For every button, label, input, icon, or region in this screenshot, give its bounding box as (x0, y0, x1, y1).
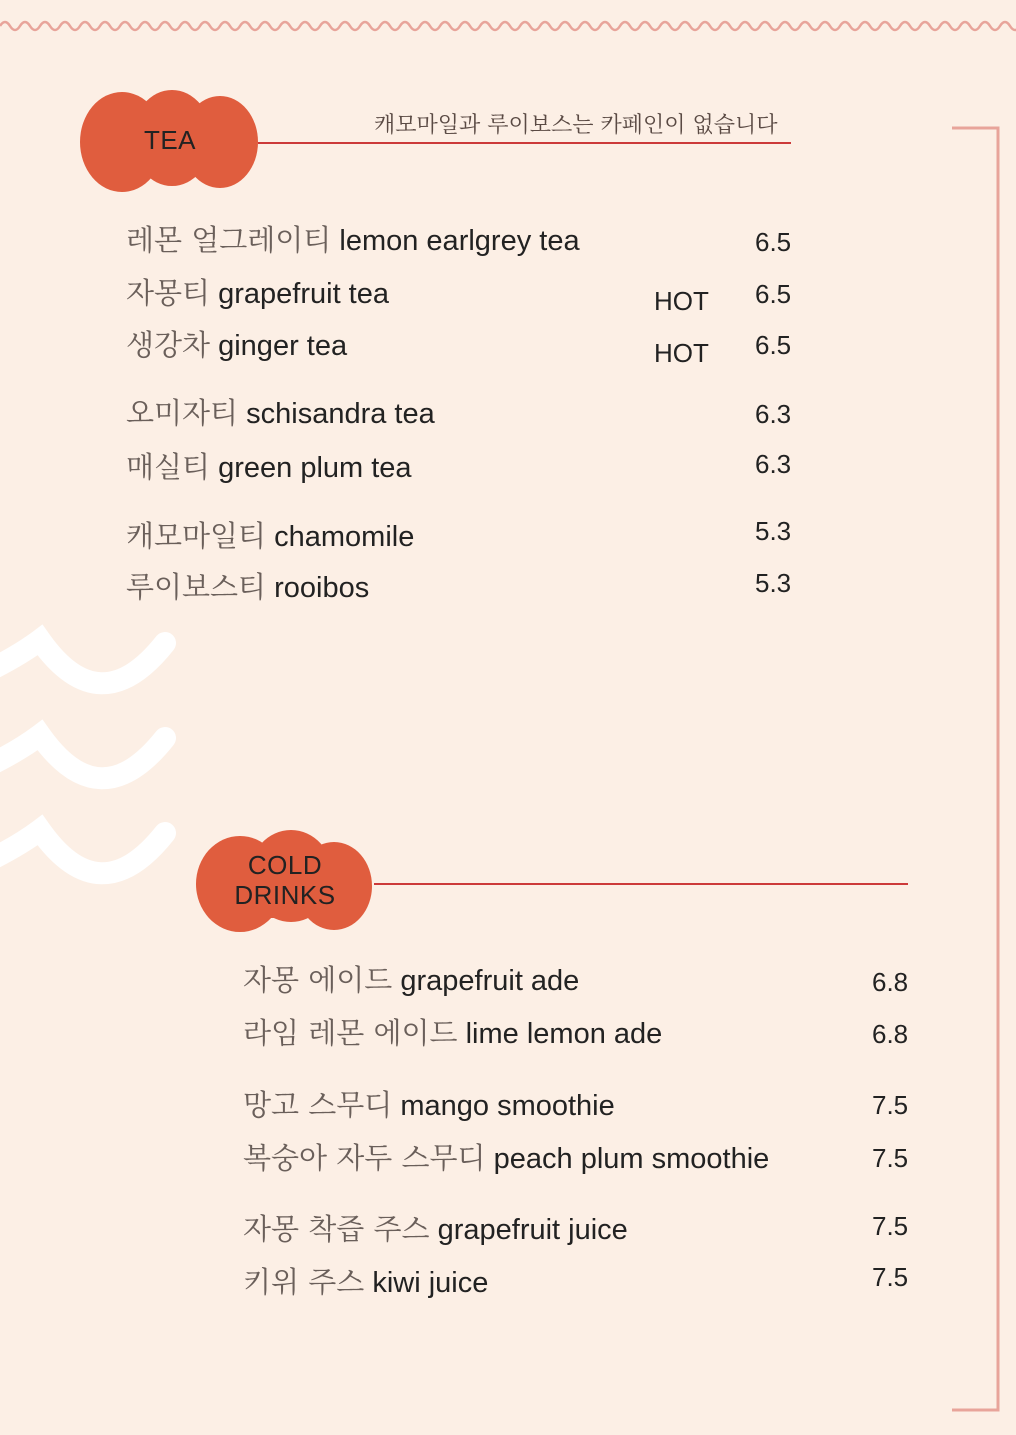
menu-item-english-name: schisandra tea (246, 398, 435, 430)
menu-item (126, 518, 414, 555)
menu-item (243, 1211, 628, 1248)
menu-item (126, 395, 435, 432)
menu-item-price: 6.3 (755, 449, 792, 479)
menu-item (243, 1264, 488, 1301)
menu-item-english-name: grapefruit tea (218, 278, 389, 310)
menu-item (126, 449, 412, 486)
menu-item-korean-name: 매실티 (126, 450, 211, 484)
cold-drinks-header-blob (196, 828, 374, 934)
menu-item-korean-name: 자몽티 (126, 276, 211, 310)
menu-item-english-name: rooibos (274, 572, 370, 604)
menu-item-price: 6.5 (755, 227, 792, 257)
cold-section-title-line2: DRINKS (234, 880, 336, 910)
tea-header-rule (258, 142, 791, 144)
cold-header-rule (374, 883, 908, 885)
menu-item-price: 7.5 (872, 1143, 909, 1173)
decorative-white-waves (0, 615, 200, 905)
menu-item-price: 6.5 (755, 279, 792, 309)
tea-header-blob (80, 88, 260, 194)
menu-item (126, 327, 347, 364)
menu-item-english-name: grapefruit ade (400, 965, 580, 997)
menu-item (126, 275, 389, 312)
menu-item-price: 6.8 (872, 1019, 909, 1049)
menu-item-english-name: mango smoothie (400, 1090, 615, 1122)
menu-item-korean-name: 생강차 (126, 328, 211, 362)
menu-item-price: 5.3 (755, 568, 792, 598)
menu-item-english-name: kiwi juice (372, 1267, 489, 1299)
menu-item-english-name: lemon earlgrey tea (339, 225, 580, 257)
menu-item-price: 7.5 (872, 1090, 909, 1120)
hot-tag: HOT (654, 338, 709, 368)
menu-item-english-name: grapefruit juice (437, 1214, 628, 1246)
wavy-border-top (0, 14, 1016, 38)
menu-item-price: 6.5 (755, 330, 792, 360)
menu-item-english-name: ginger tea (218, 330, 348, 362)
menu-item (243, 1015, 662, 1052)
hot-tag: HOT (654, 286, 709, 316)
menu-item-english-name: chamomile (274, 521, 415, 553)
menu-item-korean-name: 캐모마일티 (126, 519, 267, 553)
menu-item (126, 222, 580, 259)
menu-item-korean-name: 망고 스무디 (243, 1088, 393, 1122)
menu-item-english-name: green plum tea (218, 452, 412, 484)
menu-item-korean-name: 라임 레몬 에이드 (243, 1016, 458, 1050)
page-bracket-right (950, 126, 1000, 1412)
menu-item-korean-name: 오미자티 (126, 396, 239, 430)
caffeine-note: 캐모마일과 루이보스는 카페인이 없습니다 (374, 113, 778, 138)
menu-item-korean-name: 자몽 에이드 (243, 963, 393, 997)
cold-section-title-line1: COLD (247, 850, 323, 880)
menu-item-price: 6.8 (872, 967, 909, 997)
menu-item-english-name: peach plum smoothie (493, 1143, 770, 1175)
menu-item-korean-name: 자몽 착즙 주스 (243, 1212, 430, 1246)
menu-item (243, 962, 579, 999)
menu-item-price: 7.5 (872, 1262, 909, 1292)
menu-item-korean-name: 복숭아 자두 스무디 (243, 1141, 486, 1175)
menu-item-price: 7.5 (872, 1211, 909, 1241)
menu-item (243, 1140, 769, 1177)
menu-item (243, 1087, 615, 1124)
menu-item-korean-name: 루이보스티 (126, 570, 267, 604)
menu-item-price: 5.3 (755, 516, 792, 546)
tea-section-title: TEA (143, 125, 197, 155)
menu-item (126, 569, 369, 606)
menu-item-price: 6.3 (755, 399, 792, 429)
menu-item-korean-name: 레몬 얼그레이티 (126, 223, 332, 257)
menu-item-korean-name: 키위 주스 (243, 1265, 365, 1299)
menu-item-english-name: lime lemon ade (465, 1018, 663, 1050)
